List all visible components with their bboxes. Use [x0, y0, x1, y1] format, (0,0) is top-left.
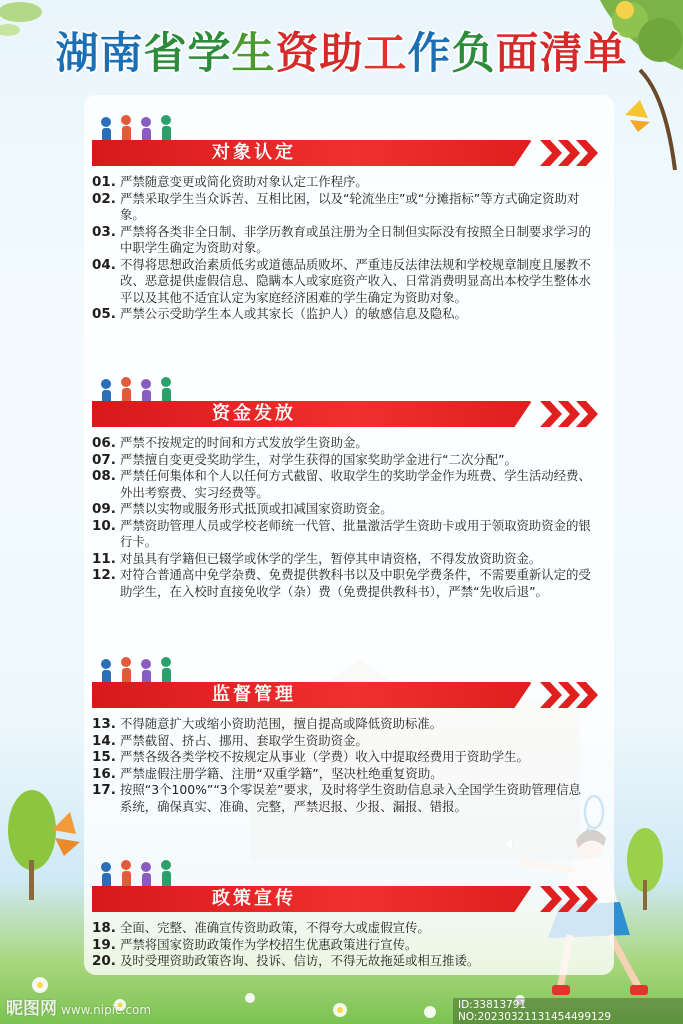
- item-number: 08.: [92, 468, 116, 484]
- item-number: 17.: [92, 782, 116, 798]
- list-item: [92, 468, 592, 501]
- item-text: 按照“3个100%”“3个零误差”要求，及时将学生资助信息录入全国学生资助管理信息系统，确保真实、准确、完整，严禁迟报、少报、漏报、错报。: [120, 782, 581, 814]
- list-item: [92, 953, 592, 970]
- chevrons-icon: [540, 883, 600, 915]
- item-text: 严禁截留、挤占、挪用、套取学生资助资金。: [120, 732, 368, 748]
- section-heading: 政策宣传: [212, 888, 296, 909]
- item-number: 11.: [92, 550, 116, 567]
- section-banner: [92, 398, 592, 430]
- item-number: 05.: [92, 306, 116, 322]
- page-title: [0, 20, 683, 81]
- section-heading: 对象认定: [212, 142, 296, 163]
- butterfly-icon: [52, 812, 80, 856]
- item-text: 严禁擅自变更受奖助学生，对学生获得的国家奖助学金进行“二次分配”。: [120, 451, 517, 467]
- item-number: 07.: [92, 451, 116, 468]
- item-text: 不得将思想政治素质低劣或道德品质败坏、严重违反法律法规和学校规章制度且屡教不改、恶意提供虚假信息、隐瞒本人或家庭资产收入、日常消费明显高出本校学生整体水平以及其他不适宜认定为家庭经济困难的学生确定为资助对象。: [120, 256, 591, 305]
- item-number: 03.: [92, 223, 116, 240]
- list-item: [92, 733, 592, 750]
- item-text: 对虽具有学籍但已辍学或休学的学生，暂停其申请资格，不得发放资助资金。: [120, 550, 542, 566]
- item-list: [92, 716, 592, 815]
- item-number: 01.: [92, 174, 116, 190]
- list-item: [92, 452, 592, 469]
- item-text: 严禁各级各类学校不按规定从事业（学费）收入中提取经费用于资助学生。: [120, 749, 529, 764]
- item-list: [92, 920, 592, 970]
- item-text: 全面、完整、准确宣传资助政策，不得夸大或虚假宣传。: [120, 920, 430, 935]
- title-char: 资: [275, 29, 320, 79]
- item-list: [92, 174, 592, 323]
- item-text: 严禁采取学生当众诉苦、互相比困，以及“轮流坐庄”或“分摊指标”等方式确定资助对象。: [120, 190, 580, 222]
- item-list: [92, 435, 592, 600]
- watermark-site: [6, 994, 151, 1019]
- item-number: 06.: [92, 435, 116, 451]
- section-banner: [92, 679, 592, 711]
- item-text: 严禁随意变更或简化资助对象认定工作程序。: [120, 174, 368, 189]
- list-item: [92, 435, 592, 452]
- watermark-url: www.nipic.com: [61, 1003, 152, 1017]
- item-text: 严禁公示受助学生本人或其家长（监护人）的敏感信息及隐私。: [120, 306, 467, 321]
- section-banner: [92, 883, 592, 915]
- title-char: 南: [99, 29, 144, 79]
- title-char: 清: [539, 29, 584, 79]
- list-item: [92, 920, 592, 937]
- item-number: 20.: [92, 953, 116, 969]
- list-item: [92, 257, 592, 307]
- title-char: 负: [451, 29, 496, 79]
- item-text: 严禁将国家资助政策作为学校招生优惠政策进行宣传。: [120, 936, 418, 952]
- item-number: 19.: [92, 936, 116, 953]
- title-char: 工: [363, 29, 408, 79]
- chevrons-icon: [540, 679, 600, 711]
- section-heading: 监督管理: [212, 684, 296, 705]
- list-item: [92, 937, 592, 954]
- list-item: [92, 782, 592, 815]
- item-number: 09.: [92, 501, 116, 517]
- list-item: [92, 749, 592, 766]
- item-number: 14.: [92, 732, 116, 749]
- item-number: 16.: [92, 765, 116, 782]
- item-text: 及时受理资助政策咨询、投诉、信访，不得无故拖延或相互推诿。: [120, 953, 480, 968]
- chevrons-icon: [540, 137, 600, 169]
- item-text: 不得随意扩大或缩小资助范围，擅自提高或降低资助标准。: [120, 716, 443, 731]
- list-item: [92, 306, 592, 323]
- item-text: 严禁不按规定的时间和方式发放学生资助金。: [120, 435, 368, 450]
- list-item: [92, 518, 592, 551]
- list-item: [92, 716, 592, 733]
- list-item: [92, 224, 592, 257]
- title-char: 生: [231, 29, 276, 79]
- item-number: 18.: [92, 920, 116, 936]
- title-char: 湖: [55, 29, 100, 79]
- list-item: [92, 191, 592, 224]
- list-item: [92, 567, 592, 600]
- item-text: 严禁以实物或服务形式抵顶或扣减国家资助资金。: [120, 501, 393, 516]
- item-text: 严禁资助管理人员或学校老师统一代管、批量激活学生资助卡或用于领取资助资金的银行卡。: [120, 517, 591, 549]
- item-text: 严禁将各类非全日制、非学历教育或虽注册为全日制但实际没有按照全日制要求学习的中职学生确定为资助对象。: [120, 223, 591, 255]
- watermark-id: ID:33813791 NO:20230321131454499129: [453, 998, 683, 1024]
- item-number: 13.: [92, 716, 116, 732]
- list-item: [92, 501, 592, 518]
- section-banner: [92, 137, 592, 169]
- tree-left-icon: [8, 790, 56, 900]
- item-number: 12.: [92, 567, 116, 583]
- chevrons-icon: [540, 398, 600, 430]
- title-char: 面: [495, 29, 540, 79]
- butterfly-icon: [625, 100, 650, 132]
- item-text: 严禁虚假注册学籍、注册“双重学籍”，坚决杜绝重复资助。: [120, 765, 443, 781]
- item-number: 10.: [92, 517, 116, 534]
- list-item: [92, 766, 592, 783]
- watermark-site-name: 昵图网: [6, 999, 57, 1019]
- title-char: 省: [143, 29, 188, 79]
- item-number: 04.: [92, 256, 116, 273]
- title-char: 学: [187, 29, 232, 79]
- title-char: 作: [407, 29, 452, 79]
- item-number: 02.: [92, 190, 116, 207]
- item-text: 对符合普通高中免学杂费、免费提供教科书以及中职免学费条件，不需要重新认定的受助学生，在入校时直接免收学（杂）费（免费提供教科书），严禁“先收后退”。: [120, 567, 591, 599]
- list-item: [92, 551, 592, 568]
- list-item: [92, 174, 592, 191]
- item-number: 15.: [92, 749, 116, 765]
- section-heading: 资金发放: [212, 403, 296, 424]
- title-char: 单: [583, 29, 628, 79]
- item-text: 严禁任何集体和个人以任何方式截留、收取学生的奖助学金作为班费、学生活动经费、外出考察费、实习经费等。: [120, 468, 591, 500]
- title-char: 助: [319, 29, 364, 79]
